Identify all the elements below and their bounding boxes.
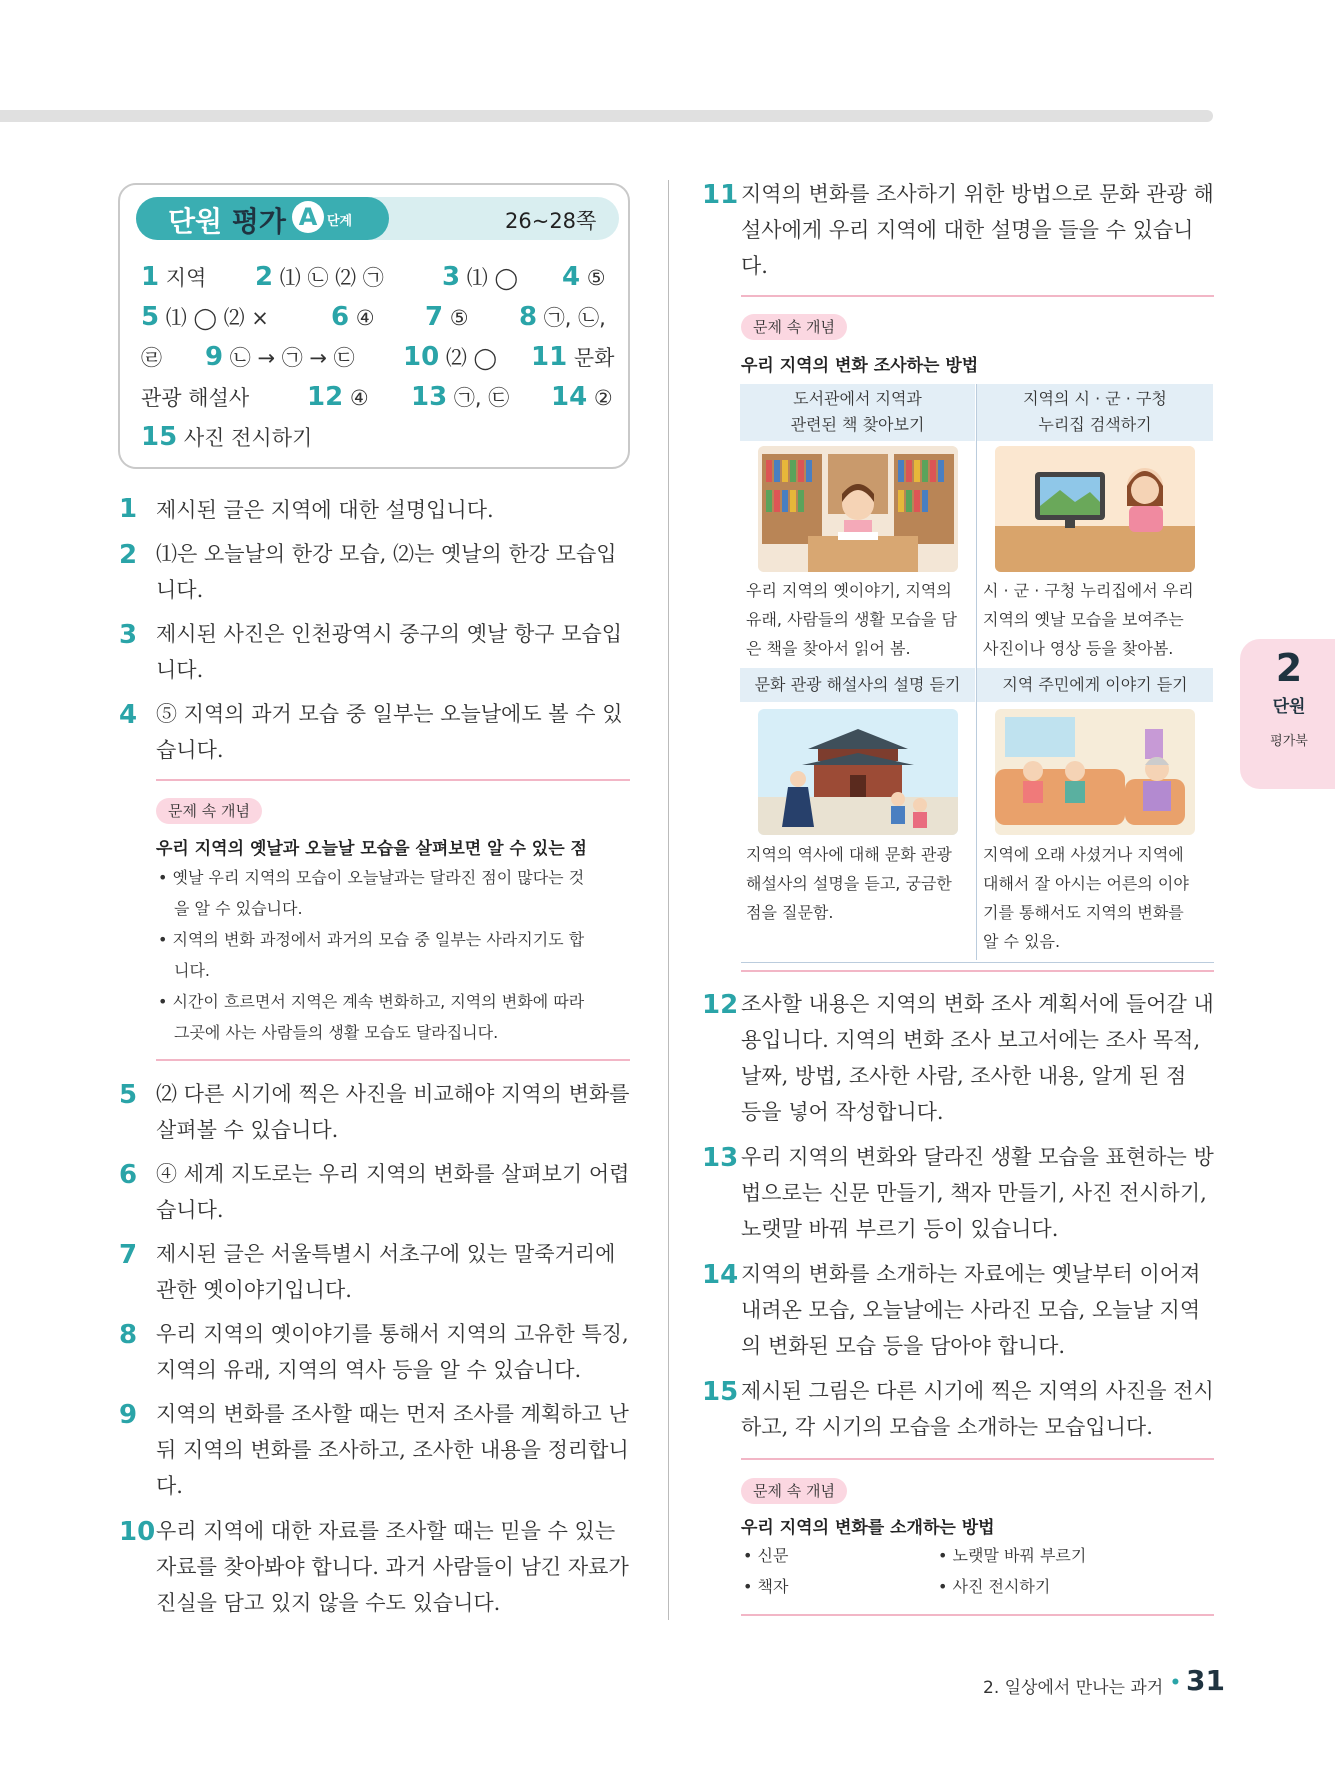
answer-item: 4 ⑤ [562, 262, 606, 292]
explanation-text: 지역의 변화를 소개하는 자료에는 옛날부터 이어져 내려온 모습, 오늘날에는 사라진 모습, 오늘날 지역 의 변화된 모습 등을 담아야 합니다. [741, 1262, 1201, 1358]
table-cell: 지역에 오래 사셨거나 지역에 대해서 잘 아시는 어른의 이야 기를 통해서도 지역의 변화를 알 수 있음. [983, 845, 1189, 951]
palace-guide-illustration [758, 709, 958, 835]
concept-pill: 문제 속 개념 [156, 798, 262, 824]
divider-line [741, 1458, 1214, 1460]
table-header: 지역의 시 · 군 · 구청 누리집 검색하기 [977, 384, 1213, 441]
answer-item: 13 ㉠, ㉢ [411, 382, 510, 412]
explanation-text: 지역의 변화를 조사하기 위한 방법으로 문화 관광 해 설사에게 우리 지역에 대한 설명을 들을 수 있습니 다. [741, 182, 1214, 278]
table-divider [976, 384, 977, 960]
explanation-text: 우리 지역의 변화와 달라진 생활 모습을 표현하는 방 법으로는 신문 만들기, 책자 만들기, 사진 전시하기, 노랫말 바꿔 부르기 등이 있습니다. [741, 1145, 1214, 1241]
concept-bullet: • 노랫말 바꿔 부르기 [938, 1546, 1087, 1565]
footer-dot: • [1170, 1673, 1181, 1693]
question-number: 15 [702, 1377, 739, 1407]
question-number: 6 [119, 1160, 138, 1190]
unit-number: 2 [1275, 646, 1303, 690]
concept-pill: 문제 속 개념 [741, 314, 847, 340]
table-cell: 지역의 역사에 대해 문화 관광 해설사의 설명을 듣고, 궁금한 점을 질문함. [746, 845, 952, 922]
explanation-text: 지역의 변화를 조사할 때는 먼저 조사를 계획하고 난 뒤 지역의 변화를 조사하고, 조사한 내용을 정리합니 다. [156, 1402, 629, 1498]
answer-item: 3 ⑴ ◯ [442, 262, 518, 292]
explanation-text: ⑴은 오늘날의 한강 모습, ⑵는 옛날의 한강 모습입 니다. [156, 542, 617, 602]
explanation-text: ⑵ 다른 시기에 찍은 사진을 비교해야 지역의 변화를 살펴볼 수 있습니다. [156, 1082, 630, 1142]
explanation-text: 우리 지역의 옛이야기를 통해서 지역의 고유한 특징, 지역의 유래, 지역의 역사 등을 알 수 있습니다. [156, 1322, 629, 1382]
answer-item: 9 ㉡ → ㉠ → ㉢ [205, 342, 355, 372]
computer-illustration [995, 446, 1195, 572]
answer-item: 1 지역 [141, 262, 207, 292]
question-number: 10 [119, 1517, 156, 1547]
explanation-text: ⑤ 지역의 과거 모습 중 일부는 오늘날에도 볼 수 있 습니다. [156, 702, 623, 762]
divider-line [741, 1614, 1214, 1616]
question-number: 1 [119, 494, 138, 524]
footer-chapter: 2. 일상에서 만나는 과거 [983, 1678, 1164, 1698]
divider-line [741, 295, 1214, 297]
answer-item: 14 ② [551, 382, 613, 412]
question-number: 8 [119, 1320, 138, 1350]
concept-pill: 문제 속 개념 [741, 1478, 847, 1504]
table-header: 문화 관광 해설사의 설명 듣기 [740, 668, 975, 702]
concept-title: 우리 지역의 옛날과 오늘날 모습을 살펴보면 알 수 있는 점 [156, 839, 587, 859]
level-badge: A [292, 201, 324, 233]
concept-bullets: • 옛날 우리 지역의 모습이 오늘날과는 달라진 점이 많다는 것 을 알 수 있습니다. • 지역의 변화 과정에서 과거의 모습 중 일부는 사라지기도 합 니다. • 시간이 흐르면서 지역은 계속 변화하고, 지역의 변화에 따라 그곳에 사는 사람들의 생활 모습도 달라집니다. [158, 868, 585, 1042]
concept-title: 우리 지역의 변화를 소개하는 방법 [741, 1518, 995, 1538]
answer-item: 6 ④ [331, 302, 375, 332]
explanation-text: ④ 세계 지도로는 우리 지역의 변화를 살펴보기 어렵 습니다. [156, 1162, 630, 1222]
question-number: 7 [119, 1240, 138, 1270]
library-illustration [758, 446, 958, 572]
divider-line [156, 779, 630, 781]
explanation-text: 제시된 글은 지역에 대한 설명입니다. [156, 498, 494, 522]
table-header: 지역 주민에게 이야기 듣기 [977, 668, 1213, 702]
answer-item: 12 ④ [307, 382, 369, 412]
book-label: 평가북 [1270, 734, 1308, 749]
question-number: 12 [702, 990, 739, 1020]
table-cell: 우리 지역의 옛이야기, 지역의 유래, 사람들의 생활 모습을 담 은 책을 찾아서 읽어 봄. [746, 581, 957, 658]
explanation-text: 조사할 내용은 지역의 변화 조사 계획서에 들어갈 내 용입니다. 지역의 변화 조사 보고서에는 조사 목적, 날짜, 방법, 조사한 사람, 조사한 내용, 알게 된 점 등을 넣어 작성합니다. [741, 992, 1214, 1124]
question-number: 11 [702, 180, 739, 210]
answer-item: 11 문화 [531, 342, 615, 372]
unit-label: 단원 [1272, 697, 1306, 717]
answer-item: 8 ㉠, ㉡, [519, 302, 606, 332]
concept-bullet: • 책자 [743, 1577, 789, 1596]
question-number: 3 [119, 620, 138, 650]
table-header: 도서관에서 지역과 관련된 책 찾아보기 [740, 384, 975, 441]
divider-line [741, 970, 1214, 972]
question-number: 5 [119, 1080, 138, 1110]
concept-bullet: • 신문 [743, 1546, 789, 1565]
question-number: 14 [702, 1260, 739, 1290]
answer-item: 5 ⑴ ◯ ⑵ × [141, 302, 269, 332]
answer-pages: 26~28쪽 [505, 209, 597, 233]
answer-item: 2 ⑴ ㉡ ⑵ ㉠ [255, 262, 384, 292]
answer-item: 10 ⑵ ◯ [403, 342, 498, 372]
explanation-text: 제시된 사진은 인천광역시 중구의 옛날 항구 모습입 니다. [156, 622, 623, 682]
table-cell: 시 · 군 · 구청 누리집에서 우리 지역의 옛날 모습을 보여주는 사진이나 영상 등을 찾아봄. [983, 581, 1194, 658]
column-divider [668, 180, 669, 1620]
question-number: 13 [702, 1143, 739, 1173]
top-bar [0, 110, 1213, 122]
explanation-text: 제시된 글은 서울특별시 서초구에 있는 말죽거리에 관한 옛이야기입니다. [156, 1242, 616, 1302]
page-number: 31 [1186, 1664, 1225, 1697]
question-number: 9 [119, 1400, 138, 1430]
answer-title: 단원 평가 [168, 205, 286, 238]
divider-line [156, 1059, 630, 1061]
level-suffix: 단계 [327, 214, 353, 229]
question-number: 2 [119, 540, 138, 570]
explanation-text: 우리 지역에 대한 자료를 조사할 때는 믿을 수 있는 자료를 찾아봐야 합니다. 과거 사람들이 남긴 자료가 진실을 담고 있지 않을 수도 있습니다. [156, 1519, 629, 1615]
answer-item: 7 ⑤ [425, 302, 469, 332]
concept-bullet: • 사진 전시하기 [938, 1577, 1051, 1596]
elder-story-illustration [995, 709, 1195, 835]
concept-title: 우리 지역의 변화 조사하는 방법 [741, 356, 979, 376]
question-number: 4 [119, 700, 138, 730]
explanation-text: 제시된 그림은 다른 시기에 찍은 지역의 사진을 전시 하고, 각 시기의 모습을 소개하는 모습입니다. [741, 1379, 1214, 1439]
answer-item: 관광 해설사 [141, 386, 250, 410]
table-bottom-line [741, 962, 1214, 963]
answer-item: ㉣ [141, 346, 162, 370]
answer-item: 15 사진 전시하기 [141, 422, 313, 452]
